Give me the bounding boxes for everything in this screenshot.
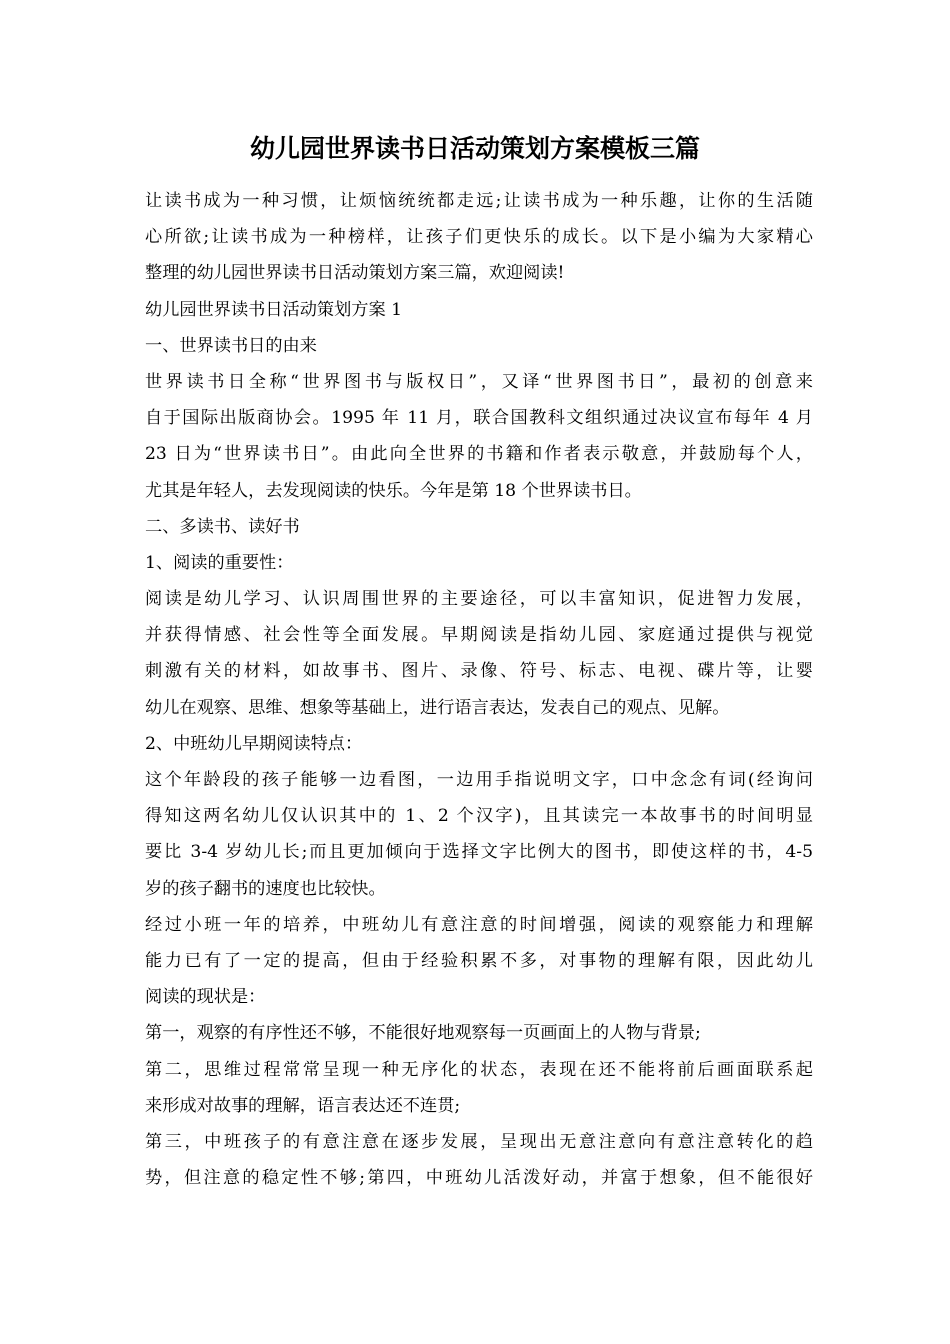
text-line: 得知这两名幼儿仅认识其中的 1、2 个汉字)，且其读完一本故事书的时间明显 [145, 806, 813, 827]
text-line: 刺激有关的材料，如故事书、图片、录像、符号、标志、电视、碟片等，让婴 [145, 661, 813, 682]
text-line: 2、中班幼儿早期阅读特点： [145, 733, 363, 754]
text-line: 这个年龄段的孩子能够一边看图，一边用手指说明文字，口中念念有词(经询问 [145, 770, 813, 790]
text-line: 幼儿园世界读书日活动策划方案 1 [145, 299, 403, 320]
text-line: 第三，中班孩子的有意注意在逐步发展，呈现出无意注意向有意注意转化的趋 [145, 1131, 813, 1152]
text-line: 心所欲;让读书成为一种榜样，让孩子们更快乐的成长。以下是小编为大家精心 [145, 227, 813, 248]
text-line: 岁的孩子翻书的速度也比较快。 [145, 878, 386, 899]
document-body [145, 183, 813, 1196]
text-line: 1、阅读的重要性： [145, 552, 294, 573]
text-line: 世界读书日全称“世界图书与版权日”，又译“世界图书日”，最初的创意来 [145, 371, 813, 392]
text-line: 第二，思维过程常常呈现一种无序化的状态，表现在还不能将前后画面联系起 [145, 1059, 813, 1080]
text-line: 自于国际出版商协会。1995 年 11 月，联合国教科文组织通过决议宣布每年 4 月 [145, 408, 813, 429]
text-line: 23 日为“世界读书日”。由此向全世界的书籍和作者表示敬意，并鼓励每个人， [145, 444, 813, 465]
text-line: 势，但注意的稳定性不够;第四，中班幼儿活泼好动，并富于想象，但不能很好 [145, 1168, 813, 1189]
text-line: 来形成对故事的理解，语言表达还不连贯; [145, 1095, 461, 1116]
text-line: 经过小班一年的培养，中班幼儿有意注意的时间增强，阅读的观察能力和理解 [145, 914, 813, 935]
text-line: 阅读是幼儿学习、认识周围世界的主要途径，可以丰富知识，促进智力发展， [145, 589, 813, 610]
text-line: 整理的幼儿园世界读书日活动策划方案三篇，欢迎阅读! [145, 263, 565, 284]
text-line: 一、世界读书日的由来 [145, 335, 317, 356]
text-line: 并获得情感、社会性等全面发展。早期阅读是指幼儿园、家庭通过提供与视觉 [145, 625, 813, 646]
document-title: 幼儿园世界读书日活动策划方案模板三篇 [249, 134, 700, 163]
text-line: 第一，观察的有序性还不够，不能很好地观察每一页画面上的人物与背景; [145, 1023, 701, 1044]
text-line: 让读书成为一种习惯，让烦恼统统都走远;让读书成为一种乐趣，让你的生活随 [145, 191, 813, 211]
text-line: 阅读的现状是： [145, 987, 266, 1008]
text-line: 幼儿在观察、思维、想象等基础上，进行语言表达，发表自己的观点、见解。 [145, 697, 730, 718]
text-line: 要比 3-4 岁幼儿长;而且更加倾向于选择文字比例大的图书，即使这样的书，4-5 [145, 842, 813, 863]
text-line: 二、多读书、读好书 [145, 516, 300, 537]
text-line: 能力已有了一定的提高，但由于经验积累不多，对事物的理解有限，因此幼儿 [145, 950, 813, 971]
text-line: 尤其是年轻人，去发现阅读的快乐。今年是第 18 个世界读书日。 [145, 480, 642, 501]
